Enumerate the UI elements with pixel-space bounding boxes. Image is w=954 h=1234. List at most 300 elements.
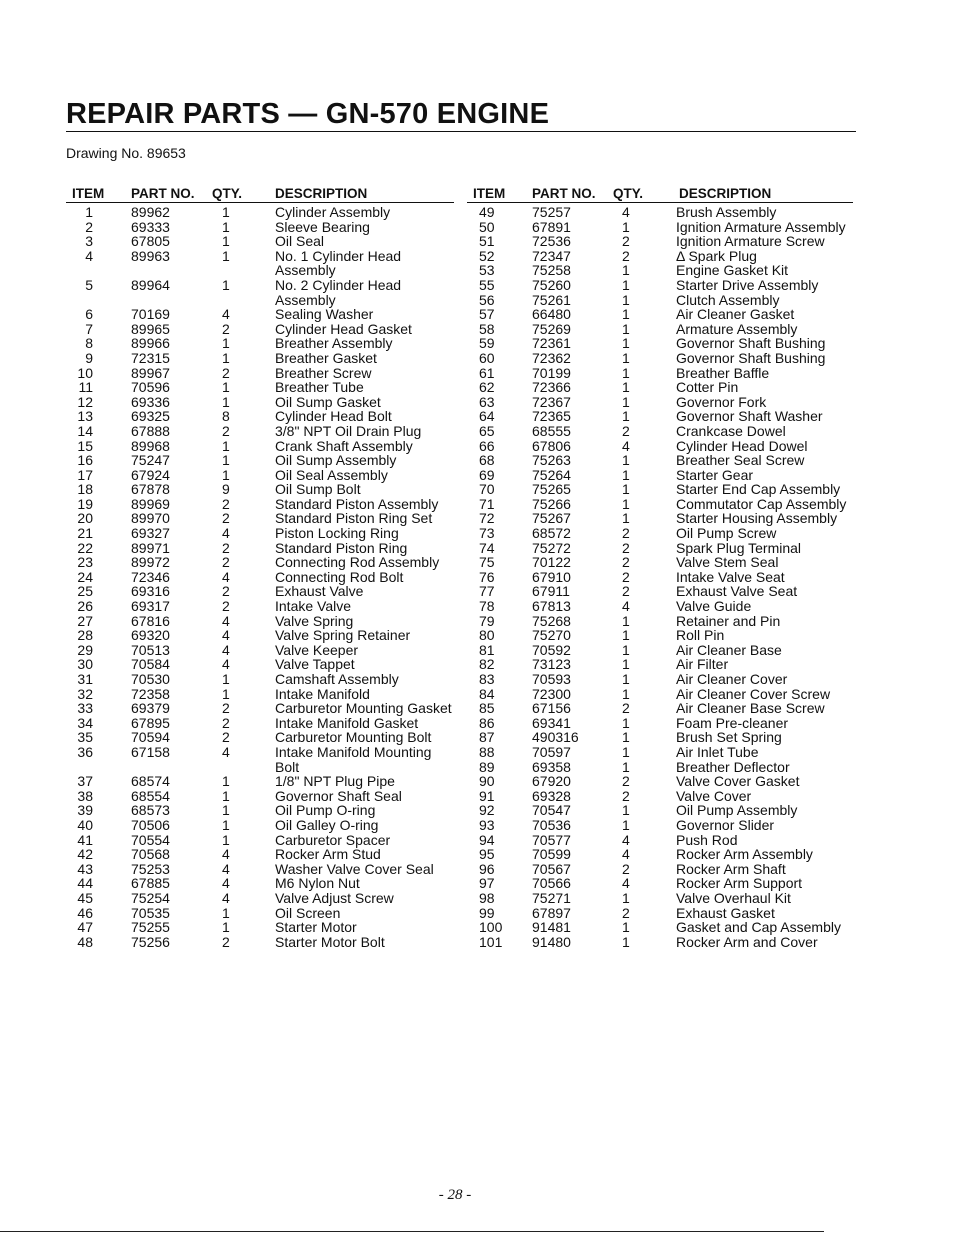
- item-number: 55: [479, 276, 495, 293]
- part-description: Intake Manifold Gasket: [275, 714, 419, 731]
- item-number: 59: [479, 335, 495, 352]
- part-description: Carburetor Mounting Bolt: [275, 729, 432, 746]
- part-number: 70169: [131, 306, 170, 323]
- quantity: 2: [622, 247, 630, 264]
- item-number: 68: [479, 452, 495, 469]
- item-number: 4: [85, 247, 93, 264]
- quantity: 1: [622, 335, 630, 352]
- quantity: 4: [622, 831, 630, 848]
- table-row: [467, 730, 853, 745]
- part-description: Valve Cover Gasket: [676, 773, 800, 790]
- part-description: Retainer and Pin: [676, 612, 781, 629]
- part-number: 75260: [532, 276, 571, 293]
- quantity: 4: [222, 656, 230, 673]
- item-number: 87: [479, 729, 495, 746]
- item-number: 64: [479, 408, 495, 425]
- quantity: 1: [622, 729, 630, 746]
- quantity: 1: [222, 335, 230, 352]
- part-number: 75265: [532, 481, 571, 498]
- part-description: Breather Gasket: [275, 349, 377, 366]
- part-number: 89966: [131, 335, 170, 352]
- quantity: 1: [622, 262, 630, 279]
- table-row: [467, 584, 853, 599]
- quantity: 2: [222, 714, 230, 731]
- quantity: 1: [622, 495, 630, 512]
- table-row: [467, 497, 853, 512]
- part-description: Brush Set Spring: [676, 729, 782, 746]
- item-number: 48: [77, 933, 93, 950]
- table-row: [66, 876, 454, 891]
- part-number: 72358: [131, 685, 170, 702]
- table-row: [467, 716, 853, 731]
- item-number: 76: [479, 568, 495, 585]
- item-number: 1: [85, 204, 93, 220]
- item-number: 21: [77, 525, 93, 542]
- part-description: Oil Pump O-ring: [275, 802, 376, 819]
- quantity: 9: [222, 481, 230, 498]
- quantity: 1: [622, 758, 630, 775]
- part-number: 73123: [532, 656, 571, 673]
- item-number: 70: [479, 481, 495, 498]
- quantity: 1: [622, 933, 630, 950]
- table-row: [66, 439, 454, 454]
- part-number: 75263: [532, 452, 571, 469]
- part-number: 75261: [532, 291, 571, 308]
- quantity: 4: [222, 568, 230, 585]
- table-row: [66, 716, 454, 731]
- quantity: 8: [222, 408, 230, 425]
- part-description: Oil Pump Assembly: [676, 802, 798, 819]
- item-number: 5: [85, 276, 93, 293]
- table-row: [467, 789, 853, 804]
- item-number: 65: [479, 422, 495, 439]
- item-number: 58: [479, 320, 495, 337]
- quantity: 2: [222, 933, 230, 950]
- table-row: [66, 906, 454, 921]
- table-row: [467, 774, 853, 789]
- table-rows: [66, 205, 454, 949]
- part-description: Governor Shaft Bushing: [676, 349, 826, 366]
- item-number: 82: [479, 656, 495, 673]
- item-number: 3: [85, 233, 93, 250]
- bottom-rule: [0, 1231, 824, 1232]
- title-rule: [66, 131, 856, 132]
- part-description: Connecting Rod Bolt: [275, 568, 404, 585]
- part-number: 91480: [532, 933, 571, 950]
- item-number: 30: [77, 656, 93, 673]
- table-row: [467, 701, 853, 716]
- quantity: 1: [622, 685, 630, 702]
- part-description: Valve Keeper: [275, 641, 359, 658]
- item-number: 99: [479, 904, 495, 921]
- table-row: [467, 643, 853, 658]
- part-description: Connecting Rod Assembly: [275, 554, 440, 571]
- part-number: 67897: [532, 904, 571, 921]
- table-row: [66, 395, 454, 410]
- item-number: 17: [77, 466, 93, 483]
- item-number: 73: [479, 525, 495, 542]
- part-number: 69328: [532, 787, 571, 804]
- quantity: 1: [622, 393, 630, 410]
- quantity: 1: [622, 714, 630, 731]
- quantity: 1: [222, 452, 230, 469]
- item-number: 23: [77, 554, 93, 571]
- part-number: 72361: [532, 335, 571, 352]
- item-number: 80: [479, 627, 495, 644]
- part-number: 67895: [131, 714, 170, 731]
- part-number: 70596: [131, 379, 170, 396]
- quantity: 2: [622, 860, 630, 877]
- quantity: 2: [622, 539, 630, 556]
- table-row: [66, 774, 454, 789]
- item-number: 47: [77, 919, 93, 936]
- table-row: [467, 468, 853, 483]
- table-row: [66, 818, 454, 833]
- part-description: Sleeve Bearing: [275, 218, 370, 235]
- item-number: 61: [479, 364, 495, 381]
- item-number: 31: [77, 671, 93, 687]
- part-description: Oil Pump Screw: [676, 525, 777, 542]
- table-row: [467, 293, 853, 308]
- quantity: 1: [222, 787, 230, 804]
- quantity: 1: [222, 393, 230, 410]
- item-number: 63: [479, 393, 495, 410]
- table-row: [66, 468, 454, 483]
- item-number: 49: [479, 204, 495, 220]
- part-description: Cylinder Assembly: [275, 204, 391, 220]
- table-row: [467, 920, 853, 935]
- table-row: [467, 599, 853, 614]
- part-number: 75269: [532, 320, 571, 337]
- quantity: 4: [222, 306, 230, 323]
- part-description: Air Filter: [676, 656, 729, 673]
- item-number: 56: [479, 291, 495, 308]
- part-description: Breather Deflector: [676, 758, 790, 775]
- item-number: 79: [479, 612, 495, 629]
- table-row: [467, 657, 853, 672]
- table-row: [467, 833, 853, 848]
- part-description: Washer Valve Cover Seal: [275, 860, 434, 877]
- part-number: 67158: [131, 743, 170, 760]
- table-row: [66, 278, 454, 307]
- quantity: 1: [622, 466, 630, 483]
- header-part-no: PART NO.: [532, 186, 596, 201]
- item-number: 20: [77, 510, 93, 527]
- table-row: [66, 249, 454, 278]
- quantity: 4: [222, 612, 230, 629]
- item-number: 45: [77, 889, 93, 906]
- table-row: [66, 453, 454, 468]
- quantity: 4: [622, 846, 630, 863]
- part-number: 70594: [131, 729, 170, 746]
- part-number: 72365: [532, 408, 571, 425]
- item-number: 28: [77, 627, 93, 644]
- table-header: [467, 185, 853, 203]
- part-description: Engine Gasket Kit: [676, 262, 789, 279]
- item-number: 95: [479, 846, 495, 863]
- table-row: [467, 205, 853, 220]
- item-number: 43: [77, 860, 93, 877]
- part-description: Oil Seal Assembly: [275, 466, 388, 483]
- item-number: 74: [479, 539, 495, 556]
- header-item: ITEM: [72, 186, 105, 201]
- quantity: 2: [222, 598, 230, 615]
- item-number: 94: [479, 831, 495, 848]
- item-number: 33: [77, 700, 93, 717]
- item-number: 2: [85, 218, 93, 235]
- table-row: [467, 745, 853, 760]
- part-description: Air Cleaner Gasket: [676, 306, 795, 323]
- quantity: 2: [622, 700, 630, 717]
- part-description: Cotter Pin: [676, 379, 739, 396]
- part-number: 72366: [532, 379, 571, 396]
- part-description: Oil Galley O-ring: [275, 816, 379, 833]
- part-description: Ignition Armature Assembly: [676, 218, 846, 235]
- item-number: 15: [77, 437, 93, 454]
- quantity: 2: [622, 904, 630, 921]
- quantity: 1: [222, 204, 230, 220]
- part-description: Push Rod: [676, 831, 738, 848]
- part-description: 3/8" NPT Oil Drain Plug: [275, 422, 422, 439]
- part-number: 75268: [532, 612, 571, 629]
- table-row: [66, 657, 454, 672]
- item-number: 11: [78, 379, 93, 396]
- item-number: 77: [479, 583, 495, 600]
- part-number: 69325: [131, 408, 170, 425]
- quantity: 1: [622, 379, 630, 396]
- part-number: 68574: [131, 773, 170, 790]
- part-number: 75256: [131, 933, 170, 950]
- table-row: [66, 511, 454, 526]
- quantity: 4: [222, 846, 230, 863]
- part-description: Crank Shaft Assembly: [275, 437, 413, 454]
- quantity: 1: [622, 481, 630, 498]
- part-description: Foam Pre-cleaner: [676, 714, 789, 731]
- quantity: 2: [222, 554, 230, 571]
- table-row: [467, 482, 853, 497]
- item-number: 101: [479, 933, 503, 950]
- part-number: 69341: [532, 714, 571, 731]
- quantity: 2: [222, 422, 230, 439]
- part-description: Standard Piston Ring: [275, 539, 408, 556]
- table-row: [467, 336, 853, 351]
- quantity: 1: [622, 919, 630, 936]
- part-description: Valve Spring: [275, 612, 354, 629]
- item-number: 24: [77, 568, 93, 585]
- item-number: 36: [77, 743, 93, 760]
- quantity: 4: [222, 875, 230, 892]
- part-description: Valve Tappet: [275, 656, 355, 673]
- part-description: Rocker Arm Support: [676, 875, 803, 892]
- item-number: 29: [77, 641, 93, 658]
- part-number: 70584: [131, 656, 170, 673]
- part-description: Rocker Arm and Cover: [676, 933, 818, 950]
- part-description: Armature Assembly: [676, 320, 798, 337]
- table-row: [467, 395, 853, 410]
- item-number: 7: [85, 320, 93, 337]
- item-number: 9: [85, 349, 93, 366]
- quantity: 1: [622, 364, 630, 381]
- part-description: Oil Seal: [275, 233, 325, 250]
- item-number: 12: [77, 393, 93, 410]
- part-description: Crankcase Dowel: [676, 422, 786, 439]
- item-number: 16: [77, 452, 93, 469]
- item-number: 41: [77, 831, 93, 848]
- table-row: [467, 307, 853, 322]
- part-description: Oil Screen: [275, 904, 341, 921]
- header-description: DESCRIPTION: [275, 186, 368, 201]
- part-description: Oil Sump Assembly: [275, 452, 397, 469]
- part-number: 89963: [131, 247, 170, 264]
- table-row: [467, 760, 853, 775]
- quantity: 1: [222, 349, 230, 366]
- part-number: 68573: [131, 802, 170, 819]
- table-row: [467, 351, 853, 366]
- table-row: [467, 453, 853, 468]
- item-number: 38: [77, 787, 93, 804]
- part-description: Roll Pin: [676, 627, 725, 644]
- item-number: 83: [479, 671, 495, 687]
- part-number: 75267: [532, 510, 571, 527]
- table-row: [66, 351, 454, 366]
- part-description: Exhaust Valve Seat: [676, 583, 798, 600]
- table-row: [66, 220, 454, 235]
- quantity: 4: [622, 875, 630, 892]
- quantity: 4: [222, 525, 230, 542]
- item-number: 35: [77, 729, 93, 746]
- table-row: [66, 307, 454, 322]
- table-row: [467, 263, 853, 278]
- part-description: Rocker Arm Stud: [275, 846, 381, 863]
- item-number: 98: [479, 889, 495, 906]
- part-number: 490316: [532, 729, 579, 746]
- part-number: 70554: [131, 831, 170, 848]
- part-description: Clutch Assembly: [676, 291, 780, 308]
- item-number: 27: [77, 612, 93, 629]
- part-number: 70567: [532, 860, 571, 877]
- header-description: DESCRIPTION: [679, 186, 772, 201]
- item-number: 93: [479, 816, 495, 833]
- part-description: No. 1 Cylinder Head Assembly: [275, 247, 402, 279]
- quantity: 1: [622, 802, 630, 819]
- quantity: 4: [222, 627, 230, 644]
- part-description: No. 2 Cylinder Head Assembly: [275, 276, 402, 308]
- quantity: 1: [622, 671, 630, 687]
- quantity: 1: [222, 671, 230, 687]
- part-number: 72300: [532, 685, 571, 702]
- part-description: Intake Manifold: [275, 685, 370, 702]
- table-row: [467, 511, 853, 526]
- quantity: 1: [622, 306, 630, 323]
- part-description: Camshaft Assembly: [275, 671, 399, 687]
- part-description: Intake Valve: [275, 598, 352, 615]
- part-description: Oil Sump Bolt: [275, 481, 361, 498]
- table-row: [66, 789, 454, 804]
- item-number: 34: [77, 714, 93, 731]
- item-number: 44: [77, 875, 93, 892]
- part-description: Intake Manifold Mounting Bolt: [275, 743, 432, 775]
- table-row: [66, 745, 454, 774]
- part-number: 67924: [131, 466, 170, 483]
- table-row: [467, 891, 853, 906]
- part-number: 68555: [532, 422, 571, 439]
- part-number: 70122: [532, 554, 571, 571]
- part-description: Piston Locking Ring: [275, 525, 399, 542]
- item-number: 19: [77, 495, 93, 512]
- table-row: [467, 906, 853, 921]
- table-row: [66, 205, 454, 220]
- part-description: Valve Overhaul Kit: [676, 889, 791, 906]
- part-number: 69379: [131, 700, 170, 717]
- part-number: 75271: [532, 889, 571, 906]
- part-number: 69317: [131, 598, 170, 615]
- quantity: 4: [222, 641, 230, 658]
- quantity: 2: [222, 364, 230, 381]
- table-row: [66, 701, 454, 716]
- quantity: 1: [622, 218, 630, 235]
- part-description: Standard Piston Assembly: [275, 495, 439, 512]
- quantity: 4: [222, 743, 230, 760]
- quantity: 1: [222, 919, 230, 936]
- table-row: [66, 336, 454, 351]
- part-description: Valve Adjust Screw: [275, 889, 394, 906]
- part-description: Spark Plug Terminal: [676, 539, 802, 556]
- part-number: 89971: [131, 539, 170, 556]
- item-number: 85: [479, 700, 495, 717]
- part-description: Rocker Arm Shaft: [676, 860, 786, 877]
- item-number: 81: [479, 641, 495, 658]
- item-number: 42: [77, 846, 93, 863]
- table-row: [467, 803, 853, 818]
- table-row: [467, 409, 853, 424]
- quantity: 2: [222, 700, 230, 717]
- part-description: Governor Fork: [676, 393, 767, 410]
- quantity: 1: [622, 627, 630, 644]
- header-qty: QTY.: [613, 186, 644, 201]
- table-row: [66, 935, 454, 950]
- part-number: 70599: [532, 846, 571, 863]
- quantity: 1: [222, 685, 230, 702]
- part-description: Δ Spark Plug: [676, 247, 757, 264]
- quantity: 2: [222, 320, 230, 337]
- part-number: 72346: [131, 568, 170, 585]
- item-number: 72: [479, 510, 495, 527]
- part-number: 69327: [131, 525, 170, 542]
- part-description: Breather Baffle: [676, 364, 770, 381]
- part-description: Governor Slider: [676, 816, 775, 833]
- part-number: 68554: [131, 787, 170, 804]
- part-description: Air Cleaner Base Screw: [676, 700, 825, 717]
- table-row: [467, 220, 853, 235]
- part-description: Intake Valve Seat: [676, 568, 785, 585]
- table-row: [66, 847, 454, 862]
- part-description: M6 Nylon Nut: [275, 875, 360, 892]
- part-description: Brush Assembly: [676, 204, 777, 220]
- item-number: 88: [479, 743, 495, 760]
- page-title: REPAIR PARTS — GN-570 ENGINE: [66, 98, 550, 130]
- table-row: [66, 482, 454, 497]
- table-row: [467, 366, 853, 381]
- part-number: 72367: [532, 393, 571, 410]
- quantity: 1: [222, 904, 230, 921]
- part-description: Governor Shaft Bushing: [676, 335, 826, 352]
- quantity: 2: [622, 422, 630, 439]
- quantity: 1: [222, 773, 230, 790]
- quantity: 1: [622, 641, 630, 658]
- part-description: Standard Piston Ring Set: [275, 510, 433, 527]
- item-number: 10: [77, 364, 93, 381]
- table-row: [66, 584, 454, 599]
